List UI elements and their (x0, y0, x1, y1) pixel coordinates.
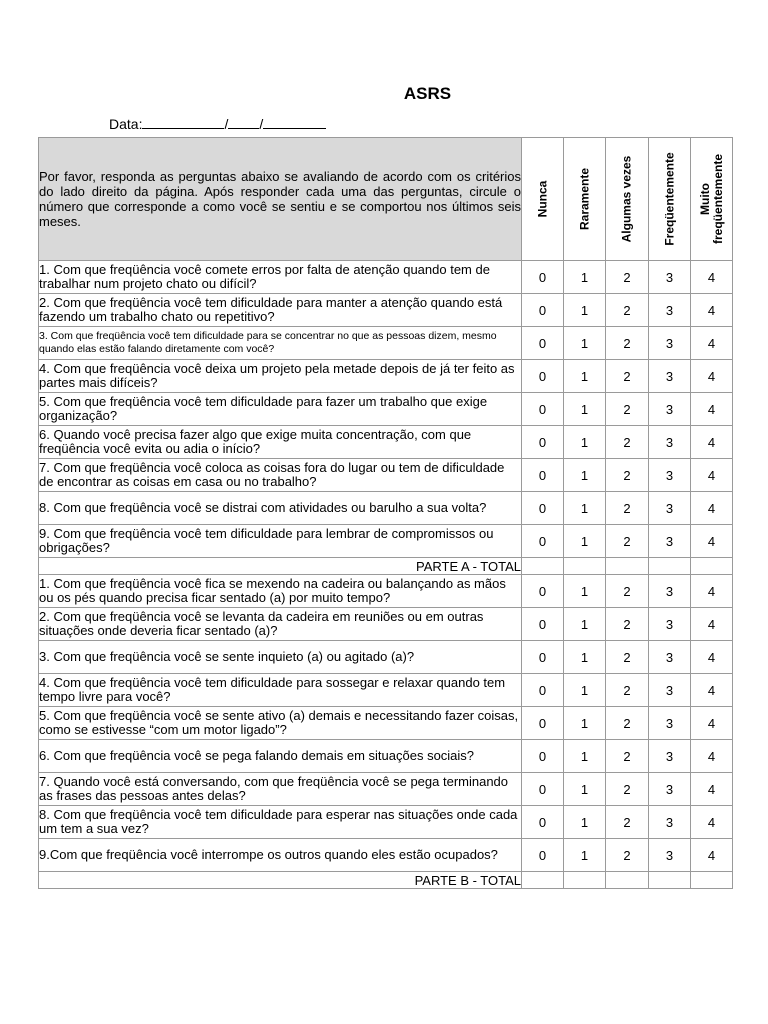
score-option-3[interactable]: 3 (649, 740, 691, 773)
score-option-0[interactable]: 0 (522, 608, 564, 641)
total-cell[interactable] (649, 558, 691, 575)
score-option-3[interactable]: 3 (649, 641, 691, 674)
column-header-frequentemente: Freqüentemente (649, 138, 691, 261)
score-option-4[interactable]: 4 (691, 707, 733, 740)
score-option-2[interactable]: 2 (606, 773, 649, 806)
score-option-3[interactable]: 3 (649, 360, 691, 393)
score-option-4[interactable]: 4 (691, 839, 733, 872)
question-row (39, 641, 733, 674)
question-text: 4. Com que freqüência você tem dificuldade para sossegar e relaxar quando tem tempo livre para você? (39, 674, 522, 707)
score-option-2[interactable]: 2 (606, 575, 649, 608)
question-text: 4. Com que freqüência você deixa um projeto pela metade depois de já ter feito as partes mais difíceis? (39, 360, 522, 393)
total-cell[interactable] (522, 558, 564, 575)
score-option-2[interactable]: 2 (606, 261, 649, 294)
column-header-nunca: Nunca (522, 138, 564, 261)
question-text: 9.Com que freqüência você interrompe os outros quando eles estão ocupados? (39, 839, 522, 872)
question-text: 2. Com que freqüência você se levanta da cadeira em reuniões ou em outras situações onde deveria ficar sentado (a)? (39, 608, 522, 641)
question-text: 3. Com que freqüência você se sente inquieto (a) ou agitado (a)? (39, 641, 522, 674)
score-option-4[interactable]: 4 (691, 492, 733, 525)
score-option-3[interactable]: 3 (649, 674, 691, 707)
question-text: 9. Com que freqüência você tem dificuldade para lembrar de compromissos ou obrigações? (39, 525, 522, 558)
score-option-4[interactable]: 4 (691, 806, 733, 839)
score-option-0[interactable]: 0 (522, 426, 564, 459)
column-header-muito-frequentemente: Muito freqüentemente (691, 138, 733, 261)
score-option-0[interactable]: 0 (522, 360, 564, 393)
question-row (39, 360, 733, 393)
score-option-2[interactable]: 2 (606, 360, 649, 393)
question-row (39, 459, 733, 492)
score-option-0[interactable]: 0 (522, 740, 564, 773)
score-option-1[interactable]: 1 (564, 360, 606, 393)
score-option-4[interactable]: 4 (691, 459, 733, 492)
question-text: 1. Com que freqüência você fica se mexendo na cadeira ou balançando as mãos ou os pés quando precisa ficar sentado (a) por muito tempo? (39, 575, 522, 608)
score-option-4[interactable]: 4 (691, 740, 733, 773)
question-row (39, 426, 733, 459)
question-text: 1. Com que freqüência você comete erros por falta de atenção quando tem de trabalhar num projeto chato ou difícil? (39, 261, 522, 294)
total-cell[interactable] (564, 558, 606, 575)
question-text: 5. Com que freqüência você se sente ativo (a) demais e necessitando fazer coisas, como se estivesse “com um motor ligado”? (39, 707, 522, 740)
date-separator: / (224, 116, 229, 132)
score-option-1[interactable]: 1 (564, 492, 606, 525)
score-option-0[interactable]: 0 (522, 839, 564, 872)
question-text: 7. Com que freqüência você coloca as coisas fora do lugar ou tem de dificuldade de encontrar as coisas em casa ou no trabalho? (39, 459, 522, 492)
score-option-2[interactable]: 2 (606, 327, 649, 360)
score-option-1[interactable]: 1 (564, 459, 606, 492)
score-option-3[interactable]: 3 (649, 426, 691, 459)
total-cell[interactable] (564, 872, 606, 889)
score-option-0[interactable]: 0 (522, 492, 564, 525)
total-cell[interactable] (649, 872, 691, 889)
score-option-2[interactable]: 2 (606, 740, 649, 773)
score-option-2[interactable]: 2 (606, 492, 649, 525)
score-option-4[interactable]: 4 (691, 773, 733, 806)
score-option-2[interactable]: 2 (606, 459, 649, 492)
question-row (39, 608, 733, 641)
score-option-1[interactable]: 1 (564, 261, 606, 294)
total-cell[interactable] (691, 558, 733, 575)
score-option-0[interactable]: 0 (522, 393, 564, 426)
question-row (39, 525, 733, 558)
score-option-3[interactable]: 3 (649, 459, 691, 492)
score-option-2[interactable]: 2 (606, 393, 649, 426)
score-option-1[interactable]: 1 (564, 839, 606, 872)
question-row (39, 393, 733, 426)
score-option-2[interactable]: 2 (606, 806, 649, 839)
score-option-0[interactable]: 0 (522, 261, 564, 294)
score-option-3[interactable]: 3 (649, 393, 691, 426)
score-option-3[interactable]: 3 (649, 806, 691, 839)
score-option-0[interactable]: 0 (522, 575, 564, 608)
score-option-4[interactable]: 4 (691, 608, 733, 641)
question-row (39, 707, 733, 740)
score-option-1[interactable]: 1 (564, 327, 606, 360)
question-row (39, 575, 733, 608)
score-option-3[interactable]: 3 (649, 608, 691, 641)
date-separator: / (259, 116, 264, 132)
score-option-1[interactable]: 1 (564, 806, 606, 839)
question-text: 5. Com que freqüência você tem dificuldade para fazer um trabalho que exige organização? (39, 393, 522, 426)
score-option-0[interactable]: 0 (522, 773, 564, 806)
score-option-2[interactable]: 2 (606, 641, 649, 674)
score-option-2[interactable]: 2 (606, 525, 649, 558)
score-option-4[interactable]: 4 (691, 674, 733, 707)
score-option-1[interactable]: 1 (564, 773, 606, 806)
question-row (39, 261, 733, 294)
score-option-4[interactable]: 4 (691, 641, 733, 674)
question-row (39, 806, 733, 839)
question-row (39, 773, 733, 806)
score-option-2[interactable]: 2 (606, 608, 649, 641)
score-option-3[interactable]: 3 (649, 492, 691, 525)
part-total-label: PARTE B - TOTAL (39, 872, 522, 889)
score-option-3[interactable]: 3 (649, 294, 691, 327)
question-text: 3. Com que freqüência você tem dificuldade para se concentrar no que as pessoas dizem, mesmo quando elas estão falando diretamente com você? (39, 327, 522, 360)
score-option-1[interactable]: 1 (564, 674, 606, 707)
question-text: 8. Com que freqüência você se distrai com atividades ou barulho a sua volta? (39, 492, 522, 525)
score-option-1[interactable]: 1 (564, 608, 606, 641)
score-option-4[interactable]: 4 (691, 575, 733, 608)
part-total-label: PARTE A - TOTAL (39, 558, 522, 575)
score-option-0[interactable]: 0 (522, 806, 564, 839)
question-text: 6. Com que freqüência você se pega falando demais em situações sociais? (39, 740, 522, 773)
question-row (39, 674, 733, 707)
score-option-2[interactable]: 2 (606, 674, 649, 707)
total-row (39, 558, 733, 575)
total-cell[interactable] (522, 872, 564, 889)
total-cell[interactable] (606, 872, 649, 889)
total-cell[interactable] (691, 872, 733, 889)
score-option-3[interactable]: 3 (649, 261, 691, 294)
score-option-0[interactable]: 0 (522, 459, 564, 492)
date-label: Data: (109, 116, 143, 132)
score-option-0[interactable]: 0 (522, 525, 564, 558)
score-option-3[interactable]: 3 (649, 773, 691, 806)
question-text: 8. Com que freqüência você tem dificuldade para esperar nas situações onde cada um tem a sua vez? (39, 806, 522, 839)
date-month-blank[interactable] (228, 115, 259, 129)
score-option-4[interactable]: 4 (691, 261, 733, 294)
score-option-1[interactable]: 1 (564, 426, 606, 459)
date-field (109, 115, 326, 132)
date-year-blank[interactable] (263, 115, 326, 129)
score-option-0[interactable]: 0 (522, 674, 564, 707)
column-header-algumas-vezes: Algumas vezes (606, 138, 649, 261)
instructions: Por favor, responda as perguntas abaixo se avaliando de acordo com os critérios do lado direito da página. Após responder cada uma das perguntas, circule o número que corresponde a como você se sentiu e se comportou nos últimos seis meses. (39, 138, 522, 261)
question-row (39, 740, 733, 773)
score-option-4[interactable]: 4 (691, 426, 733, 459)
question-row (39, 294, 733, 327)
score-option-1[interactable]: 1 (564, 641, 606, 674)
score-option-1[interactable]: 1 (564, 707, 606, 740)
score-option-4[interactable]: 4 (691, 327, 733, 360)
score-option-1[interactable]: 1 (564, 740, 606, 773)
score-option-1[interactable]: 1 (564, 575, 606, 608)
score-option-1[interactable]: 1 (564, 294, 606, 327)
asrs-table (38, 137, 733, 889)
question-text: 6. Quando você precisa fazer algo que exige muita concentração, com que freqüência você evita ou adia o início? (39, 426, 522, 459)
header-row (39, 138, 733, 261)
score-option-4[interactable]: 4 (691, 360, 733, 393)
score-option-2[interactable]: 2 (606, 839, 649, 872)
score-option-2[interactable]: 2 (606, 294, 649, 327)
score-option-3[interactable]: 3 (649, 575, 691, 608)
total-cell[interactable] (606, 558, 649, 575)
date-day-blank[interactable] (142, 115, 224, 129)
score-option-4[interactable]: 4 (691, 294, 733, 327)
score-option-2[interactable]: 2 (606, 426, 649, 459)
question-text: 7. Quando você está conversando, com que freqüência você se pega terminando as frases das pessoas antes delas? (39, 773, 522, 806)
question-text: 2. Com que freqüência você tem dificuldade para manter a atenção quando está fazendo um trabalho chato ou repetitivo? (39, 294, 522, 327)
column-header-raramente: Raramente (564, 138, 606, 261)
score-option-1[interactable]: 1 (564, 393, 606, 426)
score-option-4[interactable]: 4 (691, 525, 733, 558)
score-option-3[interactable]: 3 (649, 839, 691, 872)
score-option-0[interactable]: 0 (522, 294, 564, 327)
score-option-4[interactable]: 4 (691, 393, 733, 426)
question-row (39, 327, 733, 360)
question-row (39, 839, 733, 872)
page-title: ASRS (403, 84, 452, 103)
score-option-2[interactable]: 2 (606, 707, 649, 740)
score-option-0[interactable]: 0 (522, 641, 564, 674)
score-option-3[interactable]: 3 (649, 707, 691, 740)
question-row (39, 492, 733, 525)
score-option-0[interactable]: 0 (522, 327, 564, 360)
score-option-1[interactable]: 1 (564, 525, 606, 558)
score-option-3[interactable]: 3 (649, 525, 691, 558)
total-row (39, 872, 733, 889)
score-option-3[interactable]: 3 (649, 327, 691, 360)
score-option-0[interactable]: 0 (522, 707, 564, 740)
